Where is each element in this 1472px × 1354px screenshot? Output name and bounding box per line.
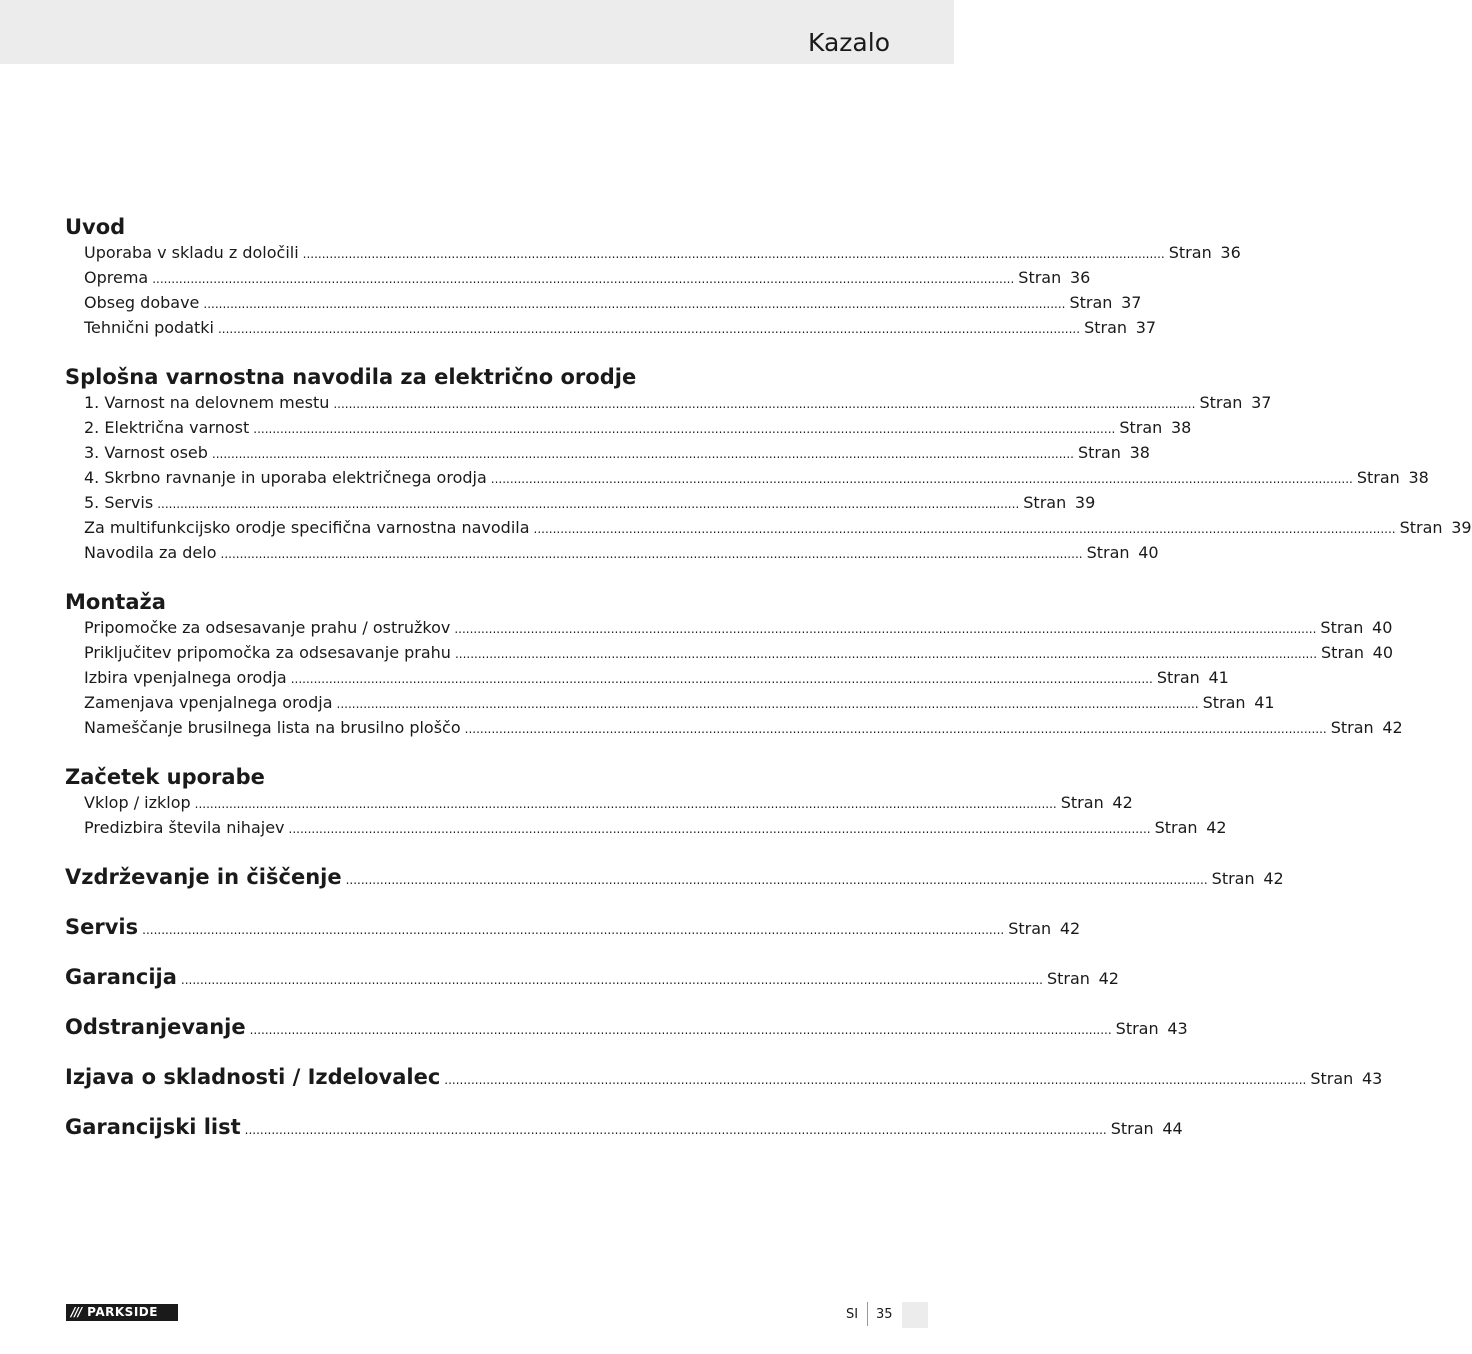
toc-entry[interactable] [65, 540, 1159, 565]
section-heading: Garancija [65, 965, 177, 989]
toc-section-vzdrzevanje[interactable] [65, 864, 1284, 890]
section-heading: Začetek uporabe [65, 765, 265, 789]
toc-entry[interactable] [65, 815, 1227, 840]
entry-title: 1. Varnost na delovnem mestu [84, 393, 330, 412]
toc-entry[interactable] [65, 315, 1157, 340]
entry-title: Obseg dobave [84, 293, 200, 312]
dot-leader: .................................................................................................................................................................................................................................. [454, 622, 1317, 636]
page-number: 43 [1362, 1069, 1383, 1088]
toc-section-garancijski-list[interactable] [65, 1114, 1183, 1140]
page-number: 37 [1121, 293, 1142, 312]
dot-leader: .................................................................................................................................................................................................................................. [142, 923, 1005, 937]
section-heading: Splošna varnostna navodila za električno orodje [65, 365, 637, 389]
page-word: Stran [1115, 1019, 1159, 1038]
page-number: 40 [1138, 543, 1159, 562]
page-word: Stran [1154, 818, 1198, 837]
dot-leader: .................................................................................................................................................................................................................................. [333, 397, 1196, 411]
page-number: 40 [1372, 643, 1394, 662]
page-number: 42 [1263, 869, 1284, 888]
toc-entry[interactable] [65, 715, 1403, 740]
toc-entry[interactable] [65, 515, 1472, 540]
page-number: 37 [1135, 318, 1157, 337]
dot-leader: .................................................................................................................................................................................................................................. [490, 472, 1353, 486]
page-number: 41 [1254, 693, 1275, 712]
entry-title: Tehnični podatki [84, 318, 214, 337]
entry-title: Izbira vpenjalnega orodja [84, 668, 287, 687]
dot-leader: .................................................................................................................................................................................................................................. [211, 447, 1074, 461]
toc-section-izjava[interactable] [65, 1064, 1383, 1090]
entry-title: Pripomočke za odsesavanje prahu / ostružkov [84, 618, 451, 637]
page-number: 39 [1451, 518, 1472, 537]
page-number: 42 [1059, 919, 1081, 938]
page-word: Stran [1060, 793, 1104, 812]
page-number: 37 [1251, 393, 1272, 412]
page-word: Stran [1069, 293, 1113, 312]
toc-section-zacetek-uporabe [65, 764, 1227, 840]
page-word: Stran [1399, 518, 1443, 537]
section-heading: Montaža [65, 590, 166, 614]
page-word: Stran [1084, 318, 1128, 337]
section-heading: Servis [65, 915, 139, 939]
entry-title: Zamenjava vpenjalnega orodja [84, 693, 333, 712]
dot-leader: .................................................................................................................................................................................................................................. [454, 647, 1318, 661]
toc-entry[interactable] [65, 240, 1241, 265]
entry-title: 5. Servis [84, 493, 154, 512]
toc-entry[interactable] [65, 415, 1192, 440]
dot-leader: .................................................................................................................................................................................................................................. [203, 297, 1066, 311]
page-word: Stran [1356, 468, 1400, 487]
entry-title: Za multifunkcijsko orodje specifična varnostna navodila [84, 518, 530, 537]
page-number: 40 [1372, 618, 1393, 637]
toc-entry[interactable] [65, 290, 1142, 315]
footer-tab-box [902, 1302, 928, 1328]
page-word: Stran [1023, 493, 1067, 512]
page-number: 42 [1206, 818, 1227, 837]
section-heading: Garancijski list [65, 1115, 241, 1139]
entry-title: Nameščanje brusilnega lista na brusilno ploščo [84, 718, 461, 737]
toc-section-odstranjevanje[interactable] [65, 1014, 1188, 1040]
page-number: 44 [1162, 1119, 1183, 1138]
toc-section-servis[interactable] [65, 914, 1081, 940]
dot-leader: .................................................................................................................................................................................................................................. [180, 973, 1043, 987]
dot-leader: .................................................................................................................................................................................................................................. [249, 1023, 1112, 1037]
toc-entry[interactable] [65, 265, 1091, 290]
page-word: Stran [1320, 618, 1364, 637]
page-word: Stran [1018, 268, 1062, 287]
entry-title: Vklop / izklop [84, 793, 191, 812]
page-word: Stran [1086, 543, 1130, 562]
toc-entry[interactable] [65, 465, 1429, 490]
page-word: Stran [1330, 718, 1374, 737]
dot-leader: .................................................................................................................................................................................................................................. [336, 697, 1199, 711]
page-word: Stran [1008, 919, 1052, 938]
page-word: Stran [1110, 1119, 1154, 1138]
toc-entry[interactable] [65, 390, 1272, 415]
entry-title: Uporaba v skladu z določili [84, 243, 299, 262]
dot-leader: .................................................................................................................................................................................................................................. [533, 522, 1396, 536]
dot-leader: .................................................................................................................................................................................................................................. [464, 722, 1327, 736]
page-number: 38 [1170, 418, 1192, 437]
toc-section-safety [65, 364, 1472, 565]
page-word: Stran [1119, 418, 1163, 437]
footer-divider [867, 1302, 868, 1326]
dot-leader: .................................................................................................................................................................................................................................. [345, 873, 1208, 887]
page-word: Stran [1202, 693, 1246, 712]
entry-title: Predizbira števila nihajev [84, 818, 285, 837]
dot-leader: .................................................................................................................................................................................................................................. [194, 797, 1057, 811]
page-word: Stran [1156, 668, 1200, 687]
logo-text: PARKSIDE [87, 1305, 158, 1319]
page-number: 42 [1112, 793, 1133, 812]
section-heading: Izjava o skladnosti / Izdelovalec [65, 1065, 441, 1089]
page-word: Stran [1310, 1069, 1354, 1088]
toc-section-garancija[interactable] [65, 964, 1119, 990]
page-number: 42 [1382, 718, 1403, 737]
page-number: 36 [1220, 243, 1241, 262]
toc-entry[interactable] [65, 490, 1096, 515]
toc-section-uvod [65, 214, 1241, 340]
dot-leader: .................................................................................................................................................................................................................................. [220, 547, 1083, 561]
toc-entry[interactable] [65, 690, 1275, 715]
page-number: 43 [1167, 1019, 1188, 1038]
page-word: Stran [1211, 869, 1255, 888]
dot-leader: .................................................................................................................................................................................................................................. [244, 1123, 1107, 1137]
toc-entry[interactable] [65, 640, 1394, 665]
entry-title: Navodila za delo [84, 543, 217, 562]
section-heading: Vzdrževanje in čiščenje [65, 865, 342, 889]
toc-entry[interactable] [65, 440, 1150, 465]
dot-leader: .................................................................................................................................................................................................................................. [253, 422, 1116, 436]
toc-section-montaza [65, 589, 1403, 740]
toc-entry[interactable] [65, 790, 1133, 815]
entry-title: 4. Skrbno ravnanje in uporaba električnega orodja [84, 468, 487, 487]
page-number: 39 [1074, 493, 1096, 512]
page-number: 41 [1208, 668, 1229, 687]
page-title: Kazalo [808, 28, 890, 57]
page-word: Stran [1321, 643, 1364, 662]
dot-leader: .................................................................................................................................................................................................................................. [157, 497, 1020, 511]
toc-entry[interactable] [65, 615, 1393, 640]
logo-stripes: /// [71, 1305, 82, 1319]
page-number-footer: 35 [876, 1307, 893, 1322]
page-word: Stran [1046, 969, 1090, 988]
page-number: 36 [1069, 268, 1091, 287]
language-code: SI [846, 1307, 859, 1322]
dot-leader: .................................................................................................................................................................................................................................. [217, 322, 1081, 336]
entry-title: 3. Varnost oseb [84, 443, 208, 462]
page-number: 38 [1408, 468, 1429, 487]
section-heading: Odstranjevanje [65, 1015, 246, 1039]
toc-entry[interactable] [65, 665, 1229, 690]
entry-title: Priključitev pripomočka za odsesavanje prahu [84, 643, 451, 662]
page-word: Stran [1199, 393, 1243, 412]
table-of-contents [65, 214, 1472, 1140]
entry-title: 2. Električna varnost [84, 418, 250, 437]
page-word: Stran [1168, 243, 1212, 262]
section-heading: Uvod [65, 215, 126, 239]
dot-leader: .................................................................................................................................................................................................................................. [290, 672, 1153, 686]
page-number: 42 [1098, 969, 1119, 988]
page-word: Stran [1077, 443, 1121, 462]
dot-leader: .................................................................................................................................................................................................................................. [444, 1073, 1307, 1087]
entry-title: Oprema [84, 268, 149, 287]
page-number: 38 [1129, 443, 1150, 462]
parkside-logo [66, 1304, 178, 1321]
dot-leader: .................................................................................................................................................................................................................................. [152, 272, 1015, 286]
dot-leader: .................................................................................................................................................................................................................................. [302, 247, 1165, 261]
dot-leader: .................................................................................................................................................................................................................................. [288, 822, 1151, 836]
